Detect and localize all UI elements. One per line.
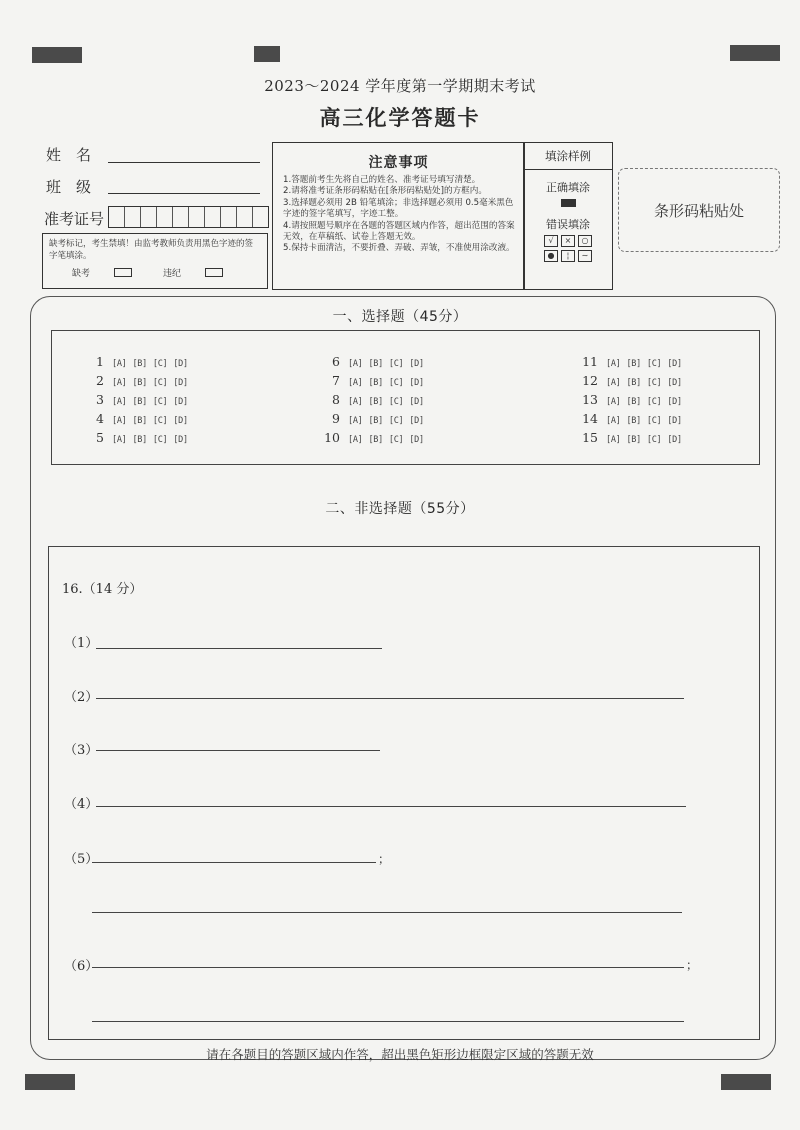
cross-mark-icon: × <box>561 235 575 247</box>
mc-option-b[interactable]: [B] <box>368 435 383 445</box>
mc-question-11 <box>574 354 688 369</box>
mc-option-c[interactable]: [C] <box>152 359 168 369</box>
sub-question-4-label: （4） <box>64 797 99 812</box>
mc-question-number: 6 <box>332 354 340 369</box>
mc-option-b[interactable]: [B] <box>132 435 147 445</box>
fill-sample-title: 填涂样例 <box>524 143 612 170</box>
exam-id-digit-box[interactable] <box>189 207 205 227</box>
mc-question-14 <box>574 411 688 426</box>
registration-mark-bottom-right <box>721 1074 771 1090</box>
mc-option-d[interactable]: [D] <box>173 378 188 388</box>
mc-question-15 <box>574 430 688 445</box>
mc-option-d[interactable]: [D] <box>409 378 424 388</box>
filled-circle-mark-icon: ● <box>544 250 558 262</box>
answer-line-3[interactable] <box>96 750 380 751</box>
card-title: 高三化学答题卡 <box>319 106 481 130</box>
mc-option-c[interactable]: [C] <box>388 378 404 388</box>
mc-option-b[interactable]: [B] <box>368 359 383 369</box>
mc-option-b[interactable]: [B] <box>626 397 641 407</box>
mc-option-a[interactable]: [A] <box>348 397 363 407</box>
exam-id-boxes[interactable] <box>108 206 269 228</box>
wrong-fill-label: 错误填涂 <box>546 218 590 231</box>
mc-question-number: 1 <box>96 354 104 369</box>
registration-mark-top-center <box>254 46 280 62</box>
answer-line-5b[interactable] <box>92 912 682 913</box>
mc-option-d[interactable]: [D] <box>409 435 424 445</box>
mc-option-c[interactable]: [C] <box>152 416 168 426</box>
semicolon-6: ； <box>686 958 699 972</box>
mc-option-c[interactable]: [C] <box>152 435 168 445</box>
mc-option-c[interactable]: [C] <box>388 435 404 445</box>
mc-question-number: 2 <box>96 373 104 388</box>
mc-question-8 <box>316 392 430 407</box>
notice-item: 2.请将准考证条形码粘贴在[条形码粘贴处]的方框内。 <box>283 186 487 197</box>
mc-question-number: 8 <box>332 392 340 407</box>
mc-option-a[interactable]: [A] <box>606 359 621 369</box>
exam-id-digit-box[interactable] <box>109 207 125 227</box>
mc-option-d[interactable]: [D] <box>667 435 682 445</box>
mc-option-b[interactable]: [B] <box>368 378 383 388</box>
footer-warning: 请在各题目的答题区域内作答，超出黑色矩形边框限定区域的答题无效 <box>206 1047 594 1062</box>
mc-question-number: 4 <box>96 411 104 426</box>
barcode-label: 条形码粘贴处 <box>653 201 744 220</box>
mc-option-c[interactable]: [C] <box>152 378 168 388</box>
mc-question-3 <box>80 392 194 407</box>
exam-id-digit-box[interactable] <box>157 207 173 227</box>
mc-option-c[interactable]: [C] <box>646 359 662 369</box>
mc-question-5 <box>80 430 194 445</box>
wave-mark-icon: ∼ <box>578 250 592 262</box>
mc-question-number: 9 <box>332 411 340 426</box>
sub-question-2-label: （2） <box>64 690 99 705</box>
mc-option-d[interactable]: [D] <box>667 359 682 369</box>
mc-option-a[interactable]: [A] <box>112 435 127 445</box>
missing-exam-box <box>42 233 268 289</box>
correct-fill-label: 正确填涂 <box>546 181 590 194</box>
non-choice-box <box>48 546 760 1040</box>
mc-option-b[interactable]: [B] <box>132 397 147 407</box>
registration-mark-top-left <box>32 47 82 63</box>
answer-line-5a[interactable] <box>92 862 376 863</box>
wrong-fill-row-2 <box>524 250 612 262</box>
mc-option-a[interactable]: [A] <box>606 397 621 407</box>
mc-option-a[interactable]: [A] <box>112 416 127 426</box>
mc-option-a[interactable]: [A] <box>606 435 621 445</box>
sub-question-6-label: （6） <box>64 959 99 974</box>
mc-option-b[interactable]: [B] <box>626 416 641 426</box>
class-label: 班 级 <box>46 178 92 196</box>
exam-id-digit-box[interactable] <box>141 207 157 227</box>
mc-option-c[interactable]: [C] <box>646 378 662 388</box>
violation-label: 违纪 <box>163 269 182 279</box>
mc-option-d[interactable]: [D] <box>667 397 682 407</box>
exam-id-digit-box[interactable] <box>125 207 141 227</box>
section2-title: 二、非选择题（55分） <box>325 501 475 517</box>
mc-option-b[interactable]: [B] <box>368 397 383 407</box>
answer-line-6a[interactable] <box>92 967 684 968</box>
mc-option-c[interactable]: [C] <box>388 416 404 426</box>
exam-title: 2023～2024 学年度第一学期期末考试 <box>264 77 536 95</box>
mc-option-a[interactable]: [A] <box>606 378 621 388</box>
notice-item: 3.选择题必须用 2B 铅笔填涂；非选择题必须用 0.5毫米黑色字迹的签字笔填写，字迹工整。 <box>283 197 514 220</box>
barcode-area[interactable] <box>618 168 780 252</box>
correct-fill-example <box>561 199 576 207</box>
question-16-header: 16.（14 分） <box>62 582 143 597</box>
mc-option-a[interactable]: [A] <box>606 416 621 426</box>
mc-option-c[interactable]: [C] <box>388 397 404 407</box>
mc-question-1 <box>80 354 194 369</box>
mc-question-number: 5 <box>96 430 104 445</box>
answer-line-2[interactable] <box>96 698 684 699</box>
name-field[interactable] <box>108 162 260 163</box>
mc-option-a[interactable]: [A] <box>112 378 127 388</box>
sub-question-1-label: （1） <box>64 636 99 651</box>
mc-option-c[interactable]: [C] <box>646 416 662 426</box>
mc-option-b[interactable]: [B] <box>626 435 641 445</box>
exam-id-digit-box[interactable] <box>173 207 189 227</box>
notice-item: 1.答题前考生先将自己的姓名、准考证号填写清楚。 <box>283 175 481 185</box>
mc-option-d[interactable]: [D] <box>409 397 424 407</box>
fill-sample-box <box>523 142 613 290</box>
mc-option-d[interactable]: [D] <box>667 378 682 388</box>
absent-mark-box[interactable] <box>114 268 132 277</box>
exam-id-digit-box[interactable] <box>221 207 237 227</box>
circle-mark-icon: ○ <box>578 235 592 247</box>
mc-question-number: 7 <box>332 373 340 388</box>
mc-option-c[interactable]: [C] <box>646 397 662 407</box>
mc-question-7 <box>316 373 430 388</box>
answer-line-6b[interactable] <box>92 1021 684 1022</box>
mc-option-d[interactable]: [D] <box>173 397 188 407</box>
mc-option-a[interactable]: [A] <box>112 359 127 369</box>
notice-item: 4.请按照题号顺序在各题的答题区域内作答，超出范围的答案无效，在草稿纸、试卷上答题无效。 <box>283 220 515 243</box>
mc-option-b[interactable]: [B] <box>132 416 147 426</box>
mc-question-number: 13 <box>582 392 598 407</box>
mc-option-d[interactable]: [D] <box>173 416 188 426</box>
notice-item: 5.保持卡面清洁，不要折叠、弄破、弄皱，不准使用涂改液。 <box>283 243 515 254</box>
missing-exam-instruction: 缺考标记，考生禁填！由监考教师负责用黑色字迹的签字笔填涂。 <box>49 239 254 261</box>
mc-question-number: 15 <box>582 430 598 445</box>
section1-title: 一、选择题（45分） <box>332 309 468 325</box>
notice-list <box>273 172 524 255</box>
mc-question-number: 11 <box>582 354 598 369</box>
sub-question-3-label: （3） <box>64 743 99 758</box>
answer-line-4[interactable] <box>96 806 686 807</box>
check-mark-icon: √ <box>544 235 558 247</box>
notice-box <box>272 142 525 290</box>
mc-option-b[interactable]: [B] <box>626 359 641 369</box>
mc-option-d[interactable]: [D] <box>409 416 424 426</box>
mc-option-d[interactable]: [D] <box>409 359 424 369</box>
mc-question-2 <box>80 373 194 388</box>
mc-option-d[interactable]: [D] <box>173 435 188 445</box>
mc-option-a[interactable]: [A] <box>348 359 363 369</box>
vertical-line-mark-icon: ¦ <box>561 250 575 262</box>
mc-question-12 <box>574 373 688 388</box>
mc-question-4 <box>80 411 194 426</box>
mc-option-c[interactable]: [C] <box>388 359 404 369</box>
mc-option-b[interactable]: [B] <box>132 359 147 369</box>
mc-option-d[interactable]: [D] <box>667 416 682 426</box>
mc-option-d[interactable]: [D] <box>173 359 188 369</box>
violation-mark-box[interactable] <box>205 268 223 277</box>
mc-option-a[interactable]: [A] <box>348 378 363 388</box>
mc-option-b[interactable]: [B] <box>626 378 641 388</box>
mc-question-9 <box>316 411 430 426</box>
mc-option-b[interactable]: [B] <box>132 378 147 388</box>
mc-option-a[interactable]: [A] <box>348 435 363 445</box>
wrong-fill-row-1 <box>524 235 612 247</box>
mc-question-number: 14 <box>582 411 598 426</box>
exam-id-digit-box[interactable] <box>253 207 268 227</box>
notice-title: 注意事项 <box>368 155 429 171</box>
answer-line-1[interactable] <box>96 648 382 649</box>
name-label: 姓 名 <box>46 146 92 164</box>
exam-id-digit-box[interactable] <box>237 207 253 227</box>
mc-question-number: 10 <box>324 430 340 445</box>
mc-option-a[interactable]: [A] <box>112 397 127 407</box>
class-field[interactable] <box>108 193 260 194</box>
semicolon-5: ； <box>378 852 391 866</box>
mc-question-number: 12 <box>582 373 598 388</box>
mc-option-c[interactable]: [C] <box>646 435 662 445</box>
mc-question-13 <box>574 392 688 407</box>
sub-question-5-label: （5） <box>64 852 99 867</box>
mc-question-number: 3 <box>96 392 104 407</box>
registration-mark-top-right <box>730 45 780 61</box>
mc-option-b[interactable]: [B] <box>368 416 383 426</box>
mc-option-c[interactable]: [C] <box>152 397 168 407</box>
mc-question-6 <box>316 354 430 369</box>
mc-option-a[interactable]: [A] <box>348 416 363 426</box>
mc-question-10 <box>316 430 430 445</box>
exam-id-label: 准考证号 <box>44 210 105 228</box>
absent-label: 缺考 <box>72 269 91 279</box>
registration-mark-bottom-left <box>25 1074 75 1090</box>
exam-id-digit-box[interactable] <box>205 207 221 227</box>
